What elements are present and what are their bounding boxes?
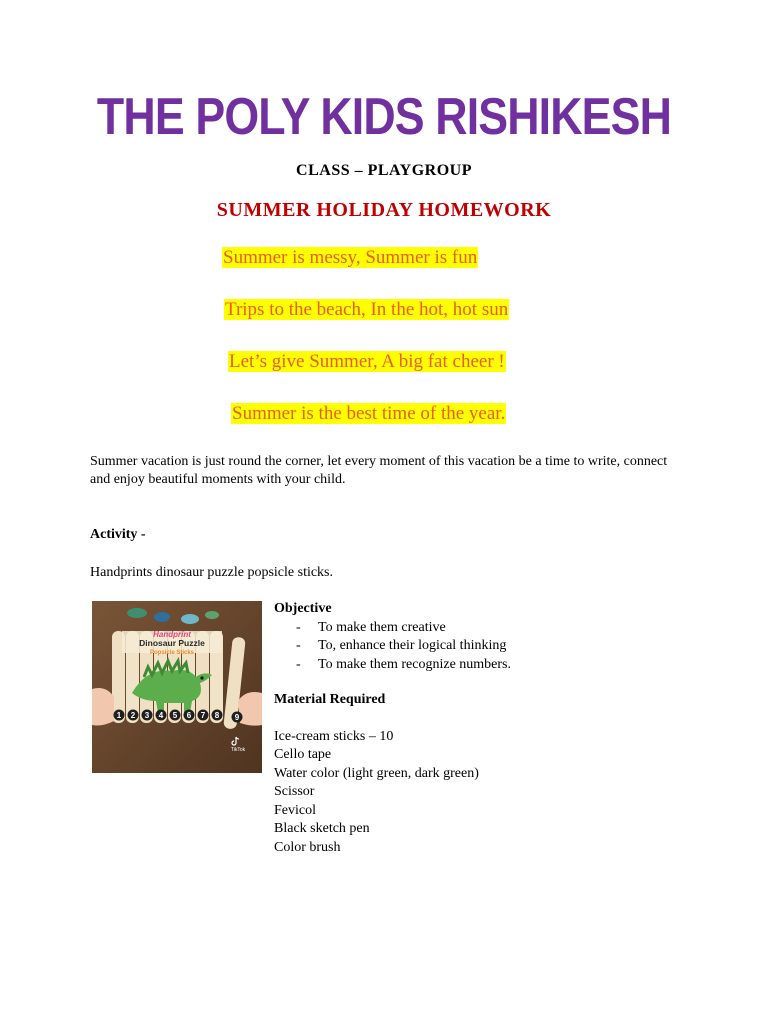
photo-title-sub: Popsicle Sticks xyxy=(149,650,195,656)
intro-paragraph: Summer vacation is just round the corner, let every moment of this vacation be a time to write, connect and enjoy beautiful moments with your child. xyxy=(90,454,668,487)
photo-title-script: Handprint xyxy=(153,630,191,639)
poem-line-1-text: Summer is messy, Summer is fun xyxy=(223,247,478,268)
objective-list xyxy=(274,619,511,675)
poem-line-4-text: Summer is the best time of the year. xyxy=(232,403,506,424)
activity-details xyxy=(274,600,511,857)
poem-line-3-text: Let’s give Summer, A big fat cheer ! xyxy=(229,351,505,372)
objective-item: - To make them recognize numbers. xyxy=(274,656,511,675)
material-item: Scissor xyxy=(274,784,315,799)
poem-line-1 xyxy=(222,245,478,271)
class-label: CLASS – PLAYGROUP xyxy=(296,162,472,179)
photo-title-main: Dinosaur Puzzle xyxy=(139,638,205,648)
dinosaur-puzzle-illustration xyxy=(92,601,262,773)
objective-item: - To make them creative xyxy=(274,619,511,638)
material-item: Fevicol xyxy=(274,802,316,818)
poem-line-2-text: Trips to the beach, In the hot, hot sun xyxy=(225,299,509,320)
poem-line-2 xyxy=(224,297,509,323)
number-label: 1 xyxy=(116,711,122,720)
activity-name: Handprints dinosaur puzzle popsicle sticks. xyxy=(90,565,334,580)
poem-line-3 xyxy=(228,349,506,375)
objective-item: - To, enhance their logical thinking xyxy=(274,637,511,656)
number-label: 6 xyxy=(186,711,192,720)
material-item: Cello tape xyxy=(274,747,332,762)
number-label: 9 xyxy=(234,713,240,722)
tiktok-watermark: TikTok xyxy=(230,747,246,753)
number-label: 2 xyxy=(130,711,136,720)
homework-title: SUMMER HOLIDAY HOMEWORK xyxy=(216,199,552,221)
material-item: Water color (light green, dark green) xyxy=(274,765,479,781)
material-heading: Material Required xyxy=(274,692,386,707)
number-label: 5 xyxy=(172,711,178,720)
poem-line-4 xyxy=(231,401,506,427)
number-label: 7 xyxy=(200,711,206,720)
material-list xyxy=(274,728,511,858)
dinosaur-puzzle-photo xyxy=(92,601,262,773)
material-item: Ice-cream sticks – 10 xyxy=(274,728,394,744)
number-label: 4 xyxy=(158,711,164,720)
material-item: Color brush xyxy=(274,839,341,855)
material-item: Black sketch pen xyxy=(274,821,370,836)
objective-heading: Objective xyxy=(274,601,332,616)
number-label: 3 xyxy=(144,711,150,720)
school-title: THE POLY KIDS RISHIKESH xyxy=(96,88,672,146)
number-label: 8 xyxy=(214,711,220,720)
activity-heading: Activity - xyxy=(90,527,146,542)
